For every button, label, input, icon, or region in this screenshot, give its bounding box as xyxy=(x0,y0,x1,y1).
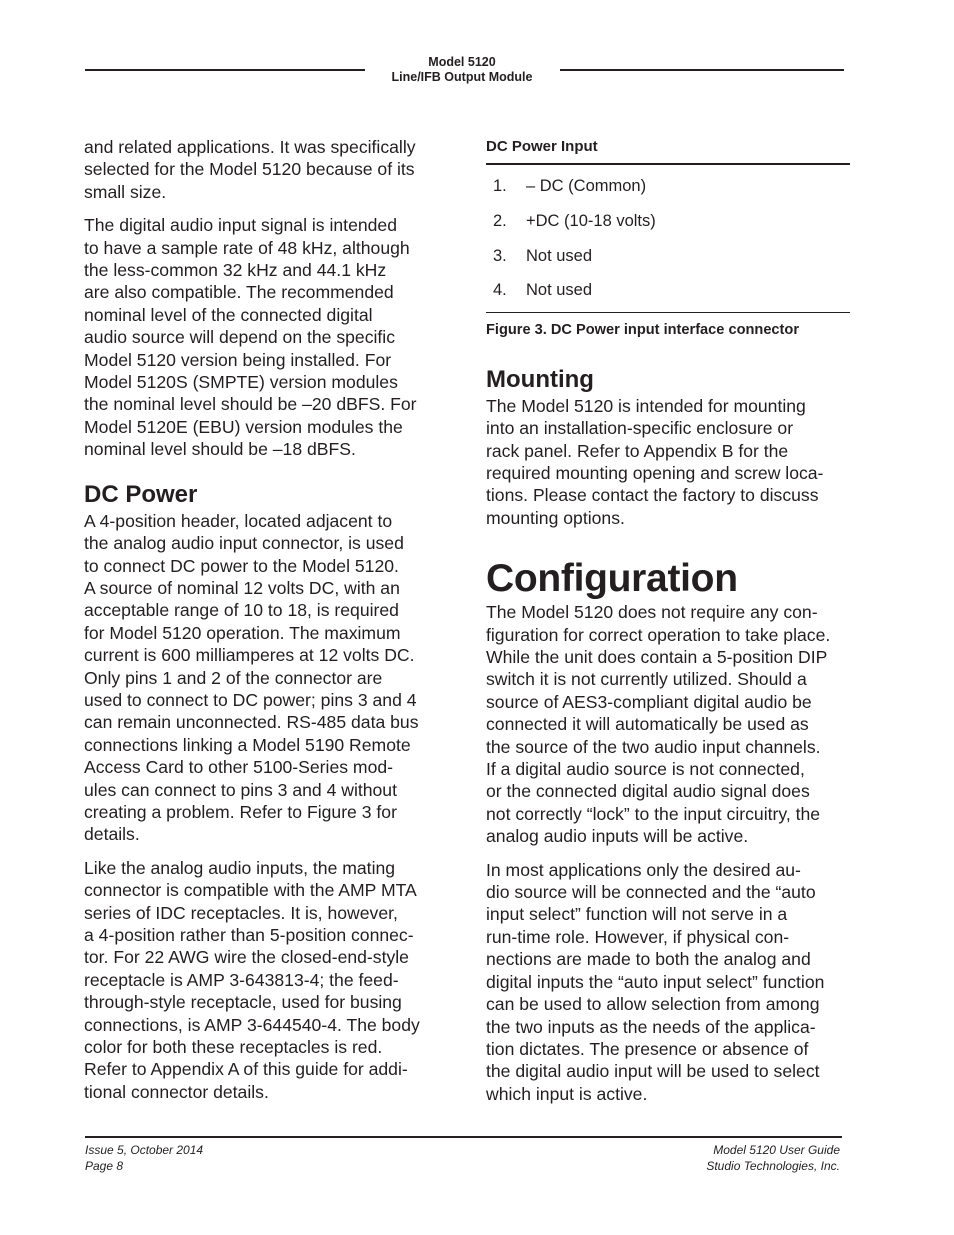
text-line: rack panel. Refer to Appendix B for the xyxy=(486,440,789,461)
text-line: creating a problem. Refer to Figure 3 for xyxy=(84,801,397,822)
text-line: and related applications. It was specifically xyxy=(84,137,416,157)
pin-number: 1. xyxy=(493,177,507,196)
text-line: Model 5120 version being installed. For xyxy=(84,349,392,370)
text-line: to connect DC power to the Model 5120. xyxy=(84,555,399,576)
text-line: selected for the Model 5120 because of its xyxy=(84,159,415,180)
text-line: nections are made to both the analog and xyxy=(486,949,811,970)
pin-label: Not used xyxy=(526,281,593,300)
text-line: connections linking a Model 5190 Remote xyxy=(84,734,411,755)
footer-issue: Issue 5, October 2014 xyxy=(85,1143,204,1157)
figure-caption: Figure 3. DC Power input interface connector xyxy=(486,321,800,338)
text-line: color for both these receptacles is red. xyxy=(84,1037,383,1058)
text-line: figuration for correct operation to take place. xyxy=(486,624,831,645)
text-line: a 4-position rather than 5-position connec- xyxy=(84,925,414,945)
pin-number: 4. xyxy=(493,281,507,300)
paragraph-mounting xyxy=(486,395,850,529)
text-line: input select” function will not serve in a xyxy=(486,904,788,925)
text-line: small size. xyxy=(84,181,167,202)
text-line: the source of the two audio input channels. xyxy=(486,736,821,757)
footer-right xyxy=(600,1143,840,1174)
text-line: for Model 5120 operation. The maximum xyxy=(84,622,401,643)
text-line: or the connected digital audio signal does xyxy=(486,781,810,802)
text-line: While the unit does contain a 5-position DIP xyxy=(486,647,828,667)
paragraph-intro-continuation xyxy=(84,136,444,203)
text-line: Only pins 1 and 2 of the connector are xyxy=(84,667,383,688)
table-row xyxy=(486,273,850,308)
text-line: connector is compatible with the AMP MTA xyxy=(84,880,417,901)
left-column xyxy=(84,136,444,1114)
text-line: into an installation-specific enclosure or xyxy=(486,418,794,439)
text-line: series of IDC receptacles. It is, however, xyxy=(84,902,398,923)
text-line: A 4-position header, located adjacent to xyxy=(84,510,393,531)
text-line: the two inputs as the needs of the applica- xyxy=(486,1016,816,1037)
table-row xyxy=(486,169,850,204)
text-line: Access Card to other 5100-Series mod- xyxy=(84,757,394,778)
paragraph-mating-connector xyxy=(84,857,444,1103)
text-line: nominal level should be –18 dBFS. xyxy=(84,439,356,460)
dc-power-table xyxy=(486,169,850,308)
text-line: are also compatible. The recommended xyxy=(84,282,394,303)
text-line: tional connector details. xyxy=(84,1081,269,1102)
text-line: source of AES3-compliant digital audio be xyxy=(486,691,812,712)
pin-label: – DC (Common) xyxy=(526,177,647,196)
paragraph-configuration-2 xyxy=(486,859,850,1105)
footer-rule xyxy=(85,1136,842,1138)
table-row xyxy=(486,204,850,239)
footer-left xyxy=(85,1143,203,1174)
text-line: receptacle is AMP 3-643813-4; the feed- xyxy=(84,969,399,990)
text-line: acceptable range of 10 to 18, is required xyxy=(84,600,399,621)
text-line: digital inputs the “auto input select” function xyxy=(486,971,825,992)
pin-label: Not used xyxy=(526,246,593,265)
text-line: dio source will be connected and the “auto xyxy=(486,882,816,903)
text-line: through-style receptacle, used for busing xyxy=(84,992,402,1013)
table-bottom-rule xyxy=(486,312,850,313)
footer-company: Studio Technologies, Inc. xyxy=(706,1158,840,1173)
header-rule-left xyxy=(85,69,365,71)
pin-label: +DC (10-18 volts) xyxy=(526,212,656,231)
text-line: can remain unconnected. RS-485 data bus xyxy=(84,712,419,733)
text-line: Refer to Appendix A of this guide for addi- xyxy=(84,1059,408,1080)
text-line: used to connect to DC power; pins 3 and 4 xyxy=(84,689,417,710)
text-line: required mounting opening and screw loca- xyxy=(486,462,824,483)
text-line: tions. Please contact the factory to discuss xyxy=(486,485,819,506)
text-line: Model 5120S (SMPTE) version modules xyxy=(84,372,398,393)
table-top-rule xyxy=(486,163,850,165)
header-model: Model 5120 xyxy=(428,55,496,69)
text-line: audio source will depend on the specific xyxy=(84,327,396,348)
text-line: If a digital audio source is not connected, xyxy=(486,759,805,780)
heading-dc-power: DC Power xyxy=(84,480,198,508)
paragraph-dc-power xyxy=(84,510,444,846)
text-line: connected it will automatically be used as xyxy=(486,714,809,735)
text-line: details. xyxy=(84,824,140,845)
text-line: The digital audio input signal is intended xyxy=(84,215,397,236)
footer-guide-title: Model 5120 User Guide xyxy=(713,1143,840,1157)
paragraph-digital-audio xyxy=(84,214,444,460)
text-line: current is 600 milliamperes at 12 volts DC. xyxy=(84,645,415,666)
text-line: the digital audio input will be used to select xyxy=(486,1061,820,1082)
text-line: The Model 5120 is intended for mounting xyxy=(486,395,806,416)
running-header xyxy=(362,55,562,85)
text-line: the nominal level should be –20 dBFS. For xyxy=(84,394,417,415)
text-line: A source of nominal 12 volts DC, with an xyxy=(84,577,400,598)
text-line: nominal level of the connected digital xyxy=(84,304,373,325)
text-line: The Model 5120 does not require any con- xyxy=(486,602,818,623)
text-line: connections, is AMP 3-644540-4. The body xyxy=(84,1014,420,1035)
pin-number: 2. xyxy=(493,212,507,231)
text-line: to have a sample rate of 48 kHz, although xyxy=(84,237,410,258)
text-line: switch it is not currently utilized. Should a xyxy=(486,669,807,690)
text-line: analog audio inputs will be active. xyxy=(486,826,749,847)
right-column xyxy=(486,136,850,1116)
text-line: Model 5120E (EBU) version modules the xyxy=(84,416,403,437)
text-line: tion dictates. The presence or absence of xyxy=(486,1038,809,1059)
heading-mounting: Mounting xyxy=(486,365,594,393)
heading-configuration: Configuration xyxy=(486,557,738,601)
text-line: not correctly “lock” to the input circuitry, the xyxy=(486,803,821,824)
header-rule-right xyxy=(560,69,844,71)
text-line: which input is active. xyxy=(486,1083,648,1104)
text-line: the analog audio input connector, is used xyxy=(84,533,404,554)
table-row xyxy=(486,238,850,273)
header-module: Line/IFB Output Module xyxy=(391,70,533,84)
text-line: ules can connect to pins 3 and 4 without xyxy=(84,779,397,800)
text-line: the less-common 32 kHz and 44.1 kHz xyxy=(84,260,387,281)
text-line: tor. For 22 AWG wire the closed-end-style xyxy=(84,947,409,968)
pin-number: 3. xyxy=(493,246,507,265)
text-line: run-time role. However, if physical con- xyxy=(486,926,790,947)
text-line: can be used to allow selection from among xyxy=(486,994,820,1015)
paragraph-configuration-1 xyxy=(486,601,850,847)
text-line: mounting options. xyxy=(486,507,625,528)
text-line: Like the analog audio inputs, the mating xyxy=(84,857,396,878)
footer-page-number: Page 8 xyxy=(85,1158,124,1173)
table-title: DC Power Input xyxy=(486,138,598,155)
text-line: In most applications only the desired au- xyxy=(486,859,801,880)
